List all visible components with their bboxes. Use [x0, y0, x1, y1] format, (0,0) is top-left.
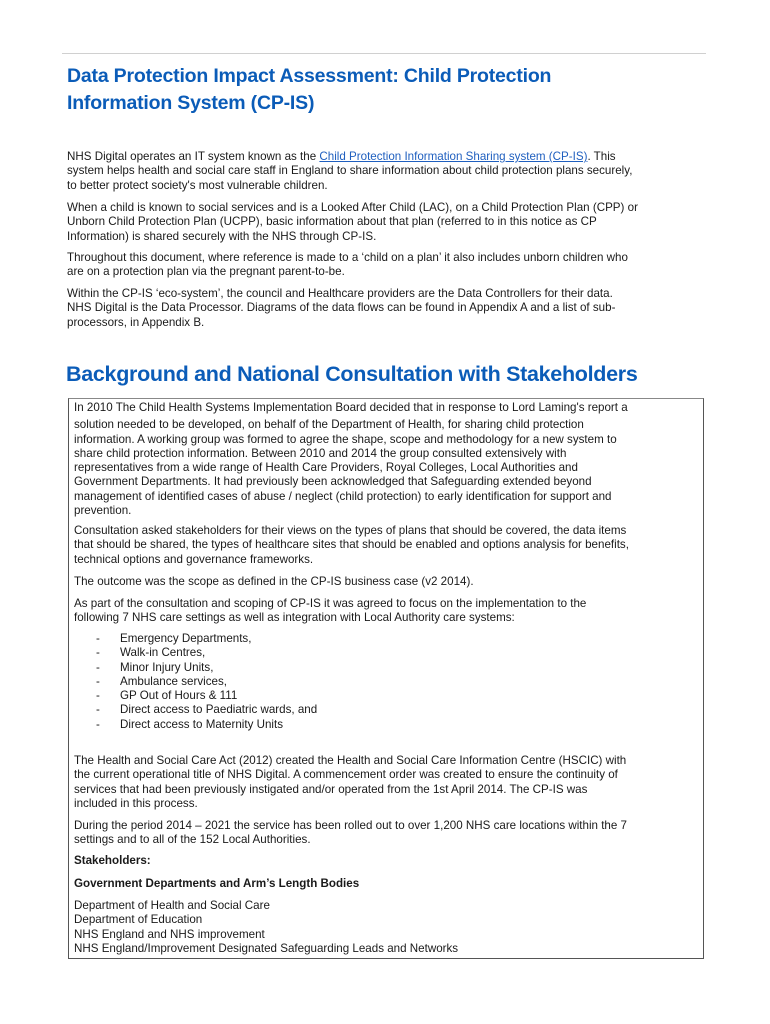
cp-is-link[interactable]: Child Protection Information Sharing system (CP-IS) — [319, 150, 588, 163]
text-line: Department of Education — [74, 913, 203, 927]
dash-bullet: - — [96, 717, 100, 731]
text-line: Within the CP-IS ‘eco-system’, the council and Healthcare providers are the Data Controllers for their data. — [67, 287, 613, 300]
list-item — [96, 675, 317, 689]
text-line: following 7 NHS care settings as well as integration with Local Authority care systems: — [74, 611, 515, 625]
care-settings-list — [96, 632, 317, 732]
list-item — [96, 689, 317, 703]
text-line: During the period 2014 – 2021 the service has been rolled out to over 1,200 NHS care locations within the 7 — [74, 819, 627, 832]
text-line: When a child is known to social services and is a Looked After Child (LAC), on a Child Protection Plan (CPP) or — [67, 201, 638, 214]
list-item-text: Direct access to Paediatric wards, and — [120, 703, 318, 717]
text-line: settings and to all of the 152 Local Authorities. — [74, 833, 311, 847]
intro-paragraph-2 — [67, 201, 638, 244]
dash-bullet: - — [96, 646, 100, 660]
text-line: Consultation asked stakeholders for their views on the types of plans that should be covered, the data items — [74, 524, 627, 537]
background-paragraph-2 — [74, 524, 629, 567]
text-line: The outcome was the scope as defined in the CP-IS business case (v2 2014). — [74, 575, 474, 588]
text-line: In 2010 The Child Health Systems Implementation Board decided that in response to Lord Laming's report a — [74, 401, 628, 414]
title-line: Information System (CP-IS) — [67, 92, 315, 114]
text-line: solution needed to be developed, on behalf of the Department of Health, for sharing child protection — [74, 418, 584, 432]
background-paragraph-5 — [74, 754, 626, 811]
text-line: NHS Digital is the Data Processor. Diagrams of the data flows can be found in Appendix A and a list of sub- — [67, 301, 616, 315]
text-line: system helps health and social care staff in England to share information about child protection plans securely, — [67, 164, 633, 178]
text-line: As part of the consultation and scoping of CP-IS it was agreed to focus on the implementation to the — [74, 597, 587, 610]
text-line: The Health and Social Care Act (2012) created the Health and Social Care Information Centre (HSCIC) with — [74, 754, 627, 767]
list-item-text: Emergency Departments, — [120, 632, 252, 645]
dash-bullet: - — [96, 632, 100, 645]
list-item — [96, 646, 317, 660]
text-line: services that had been previously instigated and/or operated from the 1st April 2014. The CP-IS was — [74, 782, 588, 796]
background-paragraph-3 — [74, 575, 474, 589]
list-item-text: Walk-in Centres, — [120, 646, 206, 660]
list-item-text: Ambulance services, — [120, 674, 227, 688]
list-item — [96, 718, 317, 732]
text-line: to better protect society's most vulnerable children. — [67, 178, 328, 192]
text-line: representatives from a wide range of Health Care Providers, Royal Colleges, Local Authorities and — [74, 461, 578, 475]
text-line: Unborn Child Protection Plan (UCPP), basic information about that plan (referred to in this notice as CP — [67, 215, 597, 229]
text-line: included in this process. — [74, 796, 198, 810]
gov-departments-list — [74, 899, 458, 956]
dash-bullet: - — [96, 660, 100, 674]
text-line: Information) is shared securely with the NHS through CP-IS. — [67, 229, 377, 243]
text-line: management of identified cases of abuse / neglect (child protection) to early identification for support and — [74, 489, 612, 503]
text-line: Department of Health and Social Care — [74, 899, 270, 912]
text-line: the current operational title of NHS Digital. A commencement order was created to ensure the continuity of — [74, 768, 618, 782]
document-title — [67, 63, 551, 117]
text-line: information. A working group was formed to agree the shape, scope and methodology for a new system to — [74, 432, 617, 446]
text-line: that should be shared, the types of healthcare sites that should be enabled and options analysis for benefits, — [74, 538, 629, 552]
text-line: NHS England/Improvement Designated Safeguarding Leads and Networks — [74, 941, 459, 955]
intro-paragraph-1 — [67, 150, 632, 193]
text: NHS Digital operates an IT system known as the — [67, 150, 320, 163]
list-item — [96, 661, 317, 675]
text-line: Government Departments. It had previously been acknowledged that Safeguarding extended beyond — [74, 475, 592, 489]
header-rule — [62, 53, 706, 54]
text-line: share child protection information. Between 2010 and 2014 the group consulted extensively with — [74, 446, 567, 460]
section-heading: Background and National Consultation with Stakeholders — [66, 362, 638, 386]
text: . This — [587, 150, 616, 163]
text-line: prevention. — [74, 504, 132, 518]
background-paragraph-6 — [74, 819, 627, 848]
list-item-text: Direct access to Maternity Units — [120, 717, 284, 731]
list-item-text: Minor Injury Units, — [120, 660, 214, 674]
list-item — [96, 632, 317, 646]
title-line: Data Protection Impact Assessment: Child Protection — [67, 65, 552, 87]
text-line: technical options and governance frameworks. — [74, 552, 314, 566]
intro-paragraph-3 — [67, 251, 628, 280]
dash-bullet: - — [96, 674, 100, 688]
text-line: are on a protection plan via the pregnant parent-to-be. — [67, 265, 345, 279]
gov-departments-label: Government Departments and Arm’s Length Bodies — [74, 877, 360, 890]
dash-bullet: - — [96, 703, 100, 717]
background-paragraph-4 — [74, 597, 586, 626]
stakeholders-label: Stakeholders: — [74, 854, 151, 867]
text-line: NHS England and NHS improvement — [74, 927, 265, 941]
text-line: Throughout this document, where reference is made to a ‘child on a plan’ it also includes unborn children who — [67, 251, 628, 264]
text-line: processors, in Appendix B. — [67, 315, 205, 329]
intro-paragraph-4 — [67, 287, 615, 330]
background-paragraph-1 — [74, 401, 628, 518]
dash-bullet: - — [96, 689, 100, 703]
list-item — [96, 703, 317, 717]
list-item-text: GP Out of Hours & 111 — [120, 689, 238, 703]
